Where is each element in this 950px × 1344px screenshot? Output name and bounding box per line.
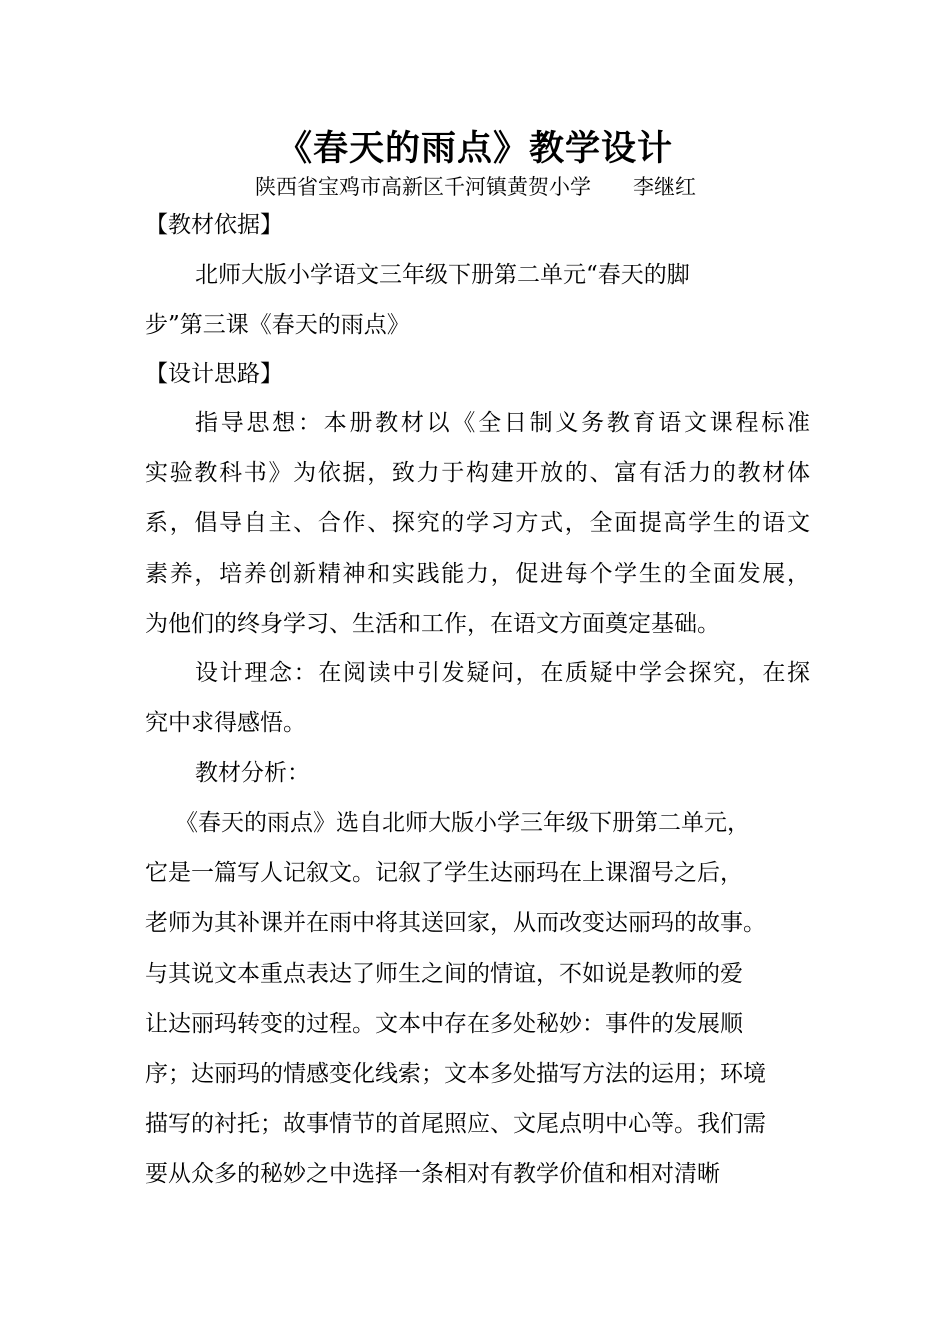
paragraph-line: 设计理念：在阅读中引发疑问，在质疑中学会探究，在探	[195, 660, 810, 686]
section-heading-material-basis: 【教材依据】	[145, 212, 283, 238]
paragraph-line: 指导思想：本册教材以《全日制义务教育语文课程标准	[195, 410, 810, 436]
document-title: 《春天的雨点》教学设计	[276, 128, 673, 169]
paragraph-line: 系，倡导自主、合作、探究的学习方式，全面提高学生的语文	[145, 510, 810, 537]
paragraph-line: 素养，培养创新精神和实践能力，促进每个学生的全面发展，	[145, 560, 810, 587]
design-concept-paragraph	[145, 648, 810, 748]
paragraph-line: 老师为其补课并在雨中将其送回家，从而改变达丽玛的故事。	[145, 910, 766, 937]
section-heading-design-ideas: 【设计思路】	[145, 361, 283, 387]
paragraph-line: 为他们的终身学习、生活和工作，在语文方面奠定基础。	[145, 610, 720, 637]
guiding-thought-paragraph	[145, 398, 810, 649]
author-byline: 陕西省宝鸡市高新区千河镇黄贺小学 李继红	[255, 175, 696, 199]
paragraph-line: 描写的衬托；故事情节的首尾照应、文尾点明中心等。我们需	[145, 1111, 766, 1138]
paragraph-line: 实验教科书》为依据，致力于构建开放的、富有活力的教材体	[145, 460, 810, 487]
paragraph-line: 《春天的雨点》选自北师大版小学三年级下册第二单元，	[175, 810, 750, 836]
material-basis-paragraph	[145, 250, 810, 350]
paragraph-line: 步”第三课《春天的雨点》	[145, 312, 410, 339]
paragraph-line: 究中求得感悟。	[145, 710, 306, 737]
material-analysis-paragraph	[145, 798, 830, 1200]
paragraph-line: 要从众多的秘妙之中选择一条相对有教学价值和相对清晰	[145, 1161, 720, 1188]
paragraph-line: 序；达丽玛的情感变化线索；文本多处描写方法的运用；环境	[145, 1061, 766, 1088]
paragraph-line: 北师大版小学语文三年级下册第二单元“春天的脚	[195, 262, 690, 288]
paragraph-line: 让达丽玛转变的过程。文本中存在多处秘妙：事件的发展顺	[145, 1010, 743, 1037]
paragraph-line: 它是一篇写人记叙文。记叙了学生达丽玛在上课溜号之后，	[145, 860, 743, 887]
material-analysis-label	[145, 748, 810, 798]
paragraph-line: 与其说文本重点表达了师生之间的情谊，不如说是教师的爱	[145, 960, 743, 987]
paragraph-line: 教材分析：	[195, 760, 310, 786]
